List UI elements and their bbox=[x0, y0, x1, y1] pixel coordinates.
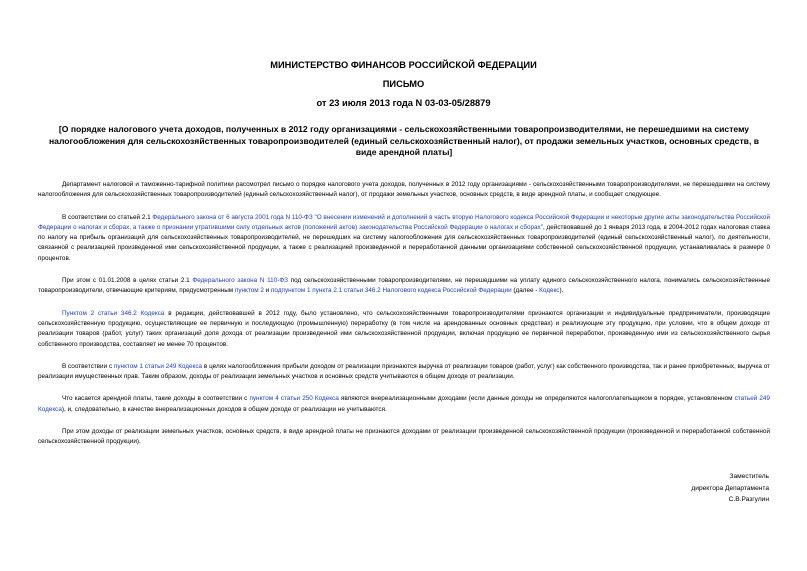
paragraph-text: в редакции, действовавшей в 2012 году, было установлено, что сельскохозяйственными товаропроизводителями признаются организации и индивидуальные предприниматели, производящие сельскохозяйственную продукцию, осуществляющие ее первичную и последующую (промышленную) переработку (в том числе на арендованных основных средствах) и реализующие эту продукцию, при условии, что в общем доходе от реализации товаров (работ, услуг) таких организаций доля дохода от реализации произведенной ими сельскохозяйственной продукции, включая продукцию ее первичной переработки, произведенную ими из сельскохозяйственного сырья собственного производства, составляет не менее 70 процентов. bbox=[38, 309, 770, 348]
paragraph-7 bbox=[38, 427, 770, 448]
signature-block bbox=[691, 471, 769, 506]
paragraph-text: ). bbox=[559, 287, 564, 295]
paragraph-text: При этом доходы от реализации земельных участков, основных средств, в виде арендной платы не признаются доходами от реализации произведенной сельскохозяйственной продукции (произведенной и переработанной собственной сельскохозяйственной продукции). bbox=[38, 428, 770, 446]
paragraph-text: В соответствии со статьей 2.1 bbox=[62, 213, 153, 221]
paragraph-6 bbox=[38, 394, 770, 415]
paragraph-text: Что касается арендной платы, такие доходы в соответствии с bbox=[62, 395, 250, 403]
article-346-2-link[interactable]: подпунктом 1 пункта 2.1 статьи 346.2 Налогового кодекса Российской Федерации bbox=[271, 287, 512, 295]
paragraph-text: в целях налогообложения прибыли доходом от реализации признаются выручка от реализации товаров (работ, услуг) как собственного производства, так и ранее приобретенных, выручка от реализации имущественных прав. Таким образом, доходы от реализации земельных участков и основных средств учитываются в общем доходе от реализации. bbox=[38, 362, 770, 381]
paragraph-2 bbox=[38, 213, 770, 264]
code-link[interactable]: Кодекс bbox=[539, 287, 560, 295]
article-249-p1-link[interactable]: пунктом 1 статьи 249 Кодекса bbox=[113, 362, 203, 370]
signer-position-line-2: директора Департамента bbox=[691, 484, 769, 492]
paragraph-text: Департамент налоговой и таможенно-тарифной политики рассмотрел письмо о порядке налогового учета доходов, полученных в 2012 году организациями - сельскохозяйственными товаропроизводителями, не перешедшими на систему налогообложения для сельскохозяйственных товаропроизводителей (единый сельскохозяйственный налог), от продажи земельных участков, основных средств, в виде арендной платы, и сообщает следующее. bbox=[38, 181, 770, 199]
signer-name: С.В.Разгулин bbox=[728, 496, 769, 503]
article-249-link[interactable]: статьей 249 Кодекса bbox=[38, 395, 770, 413]
signer-position-line-1: Заместитель bbox=[729, 473, 769, 480]
ministry-heading: МИНИСТЕРСТВО ФИНАНСОВ РОССИЙСКОЙ ФЕДЕРАЦИИ bbox=[270, 60, 537, 70]
paragraph-3 bbox=[38, 276, 770, 297]
document-body bbox=[38, 180, 770, 460]
paragraph-text: и bbox=[263, 287, 271, 295]
law-110fz-link[interactable]: Федерального закона от 6 августа 2001 года N 110-ФЗ "О внесении изменений и дополнений в часть вторую Налогового кодекса Российской Федерации и некоторые другие акты законодательства Российской Федерации о налогах и сборах, а также о признании утратившими силу отдельных актов (положений актов) законодательства Российской Федерации о налогах и сборах" bbox=[38, 213, 770, 231]
paragraph-text: В соответствии с bbox=[62, 362, 114, 370]
paragraph-text: (далее - bbox=[511, 287, 540, 295]
paragraph-text: под сельскохозяйственными товаропроизводителями, не перешедшими на уплату единого сельскохозяйственного налога, понимались сельскохозяйственные товаропроизводители, отвечающие критериям, предусмотренным bbox=[38, 277, 770, 295]
document-subject: [О порядке налогового учета доходов, полученных в 2012 году организациями - сельскохозяйственными товаропроизводителями, не перешедшими на систему налогообложения для сельскохозяйственных товаропроизводителей (единый сельскохозяйственный налог), от продажи земельных участков, основных средств, в виде арендной платы] bbox=[48, 124, 760, 157]
paragraph-1 bbox=[38, 180, 770, 201]
paragraph-4 bbox=[38, 309, 770, 350]
paragraph-text: , действовавшей до 1 января 2013 года, в 2004-2012 годах налоговая ставка по налогу на прибыль организаций для сельскохозяйственных товаропроизводителей, не перешедших на систему налогообложения для сельскохозяйственных товаропроизводителей (единый сельскохозяйственный налог), по деятельности, связанной с реализацией произведенной ими сельскохозяйственной продукции, а также с реализацией произведенной и переработанной данными организациями собственной сельскохозяйственной продукции, устанавливалась в размере 0 процентов. bbox=[38, 223, 771, 262]
law-110fz-short-link[interactable]: Федерального закона N 110-ФЗ bbox=[192, 277, 288, 285]
paragraph-5 bbox=[38, 362, 770, 383]
article-250-p4-link[interactable]: пунктом 4 статьи 250 Кодекса bbox=[249, 395, 339, 403]
punkt-2-link[interactable]: пунктом 2 bbox=[234, 287, 264, 295]
article-346-2-p2-link[interactable]: Пунктом 2 статьи 346.2 Кодекса bbox=[62, 309, 165, 317]
paragraph-text: являются внереализационными доходами (если данные доходы не определяются налогоплательщиком в порядке, установленном bbox=[338, 395, 735, 403]
paragraph-text: ), и, следовательно, в качестве внереализационных доходов в общем доходе от реализации не учитываются. bbox=[61, 405, 387, 413]
paragraph-text: При этом с 01.01.2008 в целях статьи 2.1 bbox=[62, 277, 193, 285]
document-type-heading: ПИСЬМО bbox=[382, 79, 425, 89]
document-date-number: от 23 июля 2013 года N 03-03-05/28879 bbox=[316, 98, 491, 108]
